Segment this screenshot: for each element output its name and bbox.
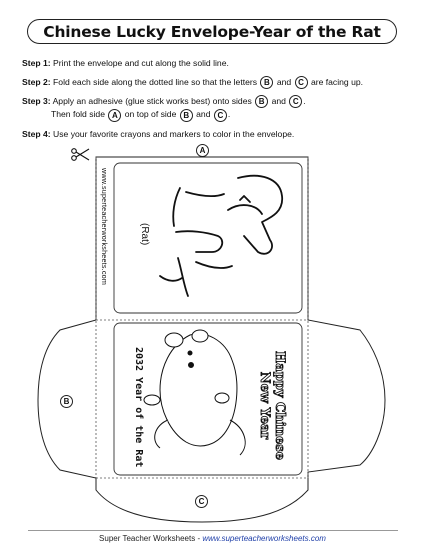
side-a-label: A — [196, 144, 209, 157]
letter-badge: C — [295, 76, 308, 89]
letter-badge: B — [255, 95, 268, 108]
step-label: Step 2: — [22, 77, 51, 87]
step-label: Step 1: — [22, 58, 51, 68]
step-text: Then fold side — [51, 109, 105, 120]
greeting-text — [257, 351, 287, 460]
letter-badge: B — [180, 109, 193, 122]
greeting-line-2: New Year — [257, 371, 272, 440]
step-text: Use your favorite crayons and markers to color in the envelope. — [53, 128, 295, 139]
footer-divider — [28, 530, 398, 531]
website-vertical: www.superteacherworksheets.com — [100, 168, 109, 286]
step-text: Apply an adhesive (glue stick works best) onto sides — [52, 96, 252, 107]
greeting-line-1: Happy Chinese — [272, 351, 287, 461]
step-text: and — [196, 109, 211, 120]
rat-illustration — [144, 330, 245, 455]
footer-link[interactable]: www.superteacherworksheets.com — [202, 534, 326, 543]
side-c-label: C — [195, 495, 208, 508]
step-text: Fold each side along the dotted line so that the letters — [53, 77, 258, 87]
step-text: and — [276, 77, 292, 87]
step-text: . — [227, 109, 231, 120]
step-text: are facing up. — [310, 77, 364, 87]
side-b-label: B — [60, 395, 73, 408]
footer-brand: Super Teacher Worksheets - — [99, 534, 203, 543]
letter-badge: C — [214, 109, 227, 122]
letter-badge: B — [260, 76, 273, 89]
page-title: Chinese Lucky Envelope-Year of the Rat — [43, 22, 381, 41]
step-label: Step 3: — [22, 96, 51, 107]
step-text: . — [303, 96, 306, 107]
rat-character-drawing — [160, 176, 282, 296]
letter-badge: A — [108, 109, 121, 122]
rat-label: (Rat) — [139, 223, 150, 246]
step-text: Print the envelope and cut along the solid line. — [53, 58, 229, 68]
footer — [0, 534, 425, 543]
step-text: on top of side — [124, 109, 177, 120]
step-label: Step 4: — [22, 128, 51, 139]
letter-badge: C — [289, 95, 302, 108]
scissors-icon — [72, 149, 89, 161]
step-text: and — [271, 96, 286, 107]
year-title: 2032 Year of the Rat — [133, 347, 144, 468]
